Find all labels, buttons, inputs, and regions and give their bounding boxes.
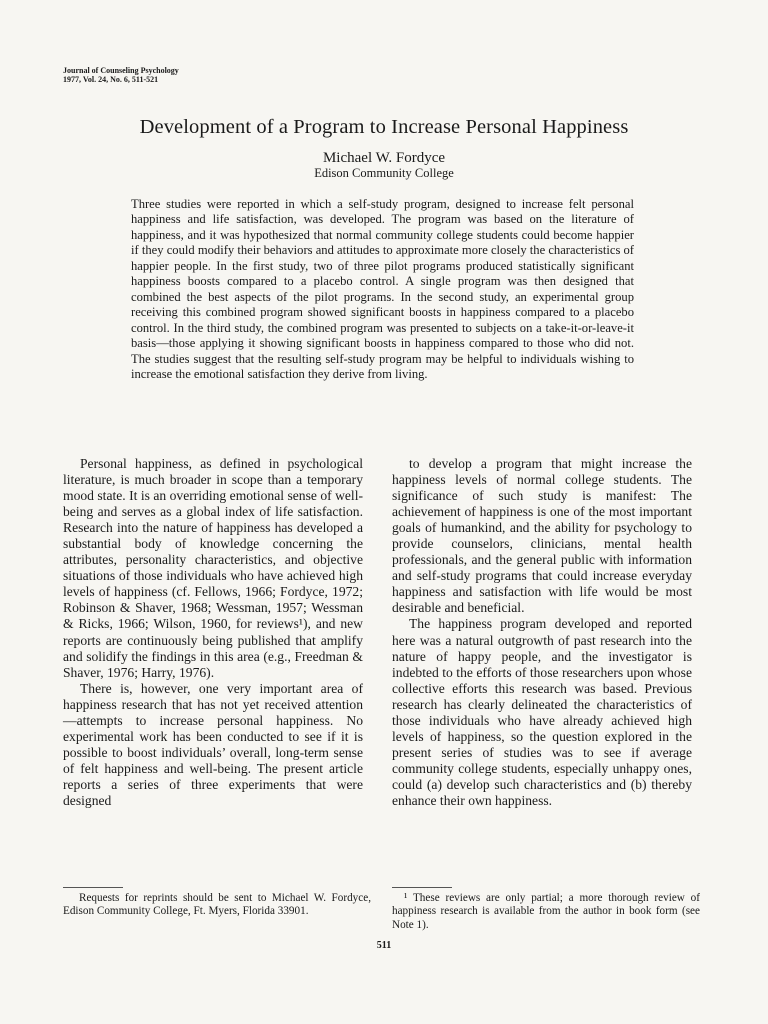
paragraph: The happiness program developed and reported here was a natural outgrowth of past research into the nature of happy people, and the investigator is indebted to the efforts of those researchers upon whose collective efforts this research was based. Previous research has clearly delineated the characteristics of those individuals who have already achieved high levels of happiness, so the question explored in the present series of studies was to see if average community college students, especially unhappy ones, could (a) develop such characteristics and (b) thereby enhance their own happiness.: [392, 616, 692, 808]
body-column-right: [392, 456, 692, 809]
paragraph: There is, however, one very important area of happiness research that has not yet received attention—attempts to increase personal happiness. No experimental work has been conducted to see if it is possible to boost individuals’ overall, long-term sense of felt happiness and well-being. The present article reports a series of three experiments that were designed: [63, 680, 363, 808]
footnote-divider: [392, 887, 452, 888]
page-number: 511: [376, 940, 392, 951]
journal-volume: 1977, Vol. 24, No. 6, 511-521: [63, 75, 159, 84]
author-name: Michael W. Fordyce: [322, 150, 446, 166]
paragraph: Personal happiness, as defined in psychological literature, is much broader in scope than a temporary mood state. It is an overriding emotional sense of well-being and serves as a global index of life satisfaction. Research into the nature of happiness has developed a substantial body of knowledge concerning the attributes, personality characteristics, and objective situations of those individuals who have achieved high levels of happiness (cf. Fellows, 1966; Fordyce, 1972; Robinson & Shaver, 1968; Wessman, 1957; Wessman & Ricks, 1966; Wilson, 1960, for reviews¹), and new reports are continuously being published that amplify and solidify the findings in this area (e.g., Freedman & Shaver, 1976; Harry, 1976).: [63, 456, 363, 680]
journal-name: Journal of Counseling Psychology: [63, 66, 179, 75]
reprint-footnote: Requests for reprints should be sent to Michael W. Fordyce, Edison Community College, Ft. Myers, Florida 33901.: [63, 892, 371, 918]
article-title: Development of a Program to Increase Personal Happiness: [139, 116, 629, 138]
body-column-left: [63, 456, 363, 809]
footnote-divider: [63, 887, 123, 888]
author-affiliation: Edison Community College: [314, 166, 454, 180]
abstract: Three studies were reported in which a self-study program, designed to increase felt personal happiness and life satisfaction, was developed. The program was based on the literature of happiness, and it was hypothesized that normal community college students could become happier if they could modify their behaviors and attitudes to approximate more closely the characteristics of happier people. In the first study, two of three pilot programs produced statistically significant happiness boosts compared to a placebo control. A single program was then designed that combined the best aspects of the pilot programs. In the second study, an experimental group receiving this combined program showed significant boosts in happiness compared to a placebo control. In the third study, the combined program was presented to subjects on a take-it-or-leave-it basis—those applying it showing significant boosts in happiness compared to those who did not. The studies suggest that the resulting self-study program may be helpful to individuals wishing to increase the emotional satisfaction they derive from living.: [131, 197, 634, 381]
paragraph: to develop a program that might increase the happiness levels of normal college students. The significance of such study is manifest: The achievement of happiness is one of the most important goals of humankind, and the ability for psychology to provide counselors, clinicians, mental health professionals, and the general public with information and self-study programs that could increase everyday happiness and satisfaction with life would be most desirable and beneficial.: [392, 456, 692, 616]
footnote-1: ¹ These reviews are only partial; a more thorough review of happiness research is available from the author in book form (see Note 1).: [392, 892, 700, 931]
journal-citation: [63, 66, 179, 84]
